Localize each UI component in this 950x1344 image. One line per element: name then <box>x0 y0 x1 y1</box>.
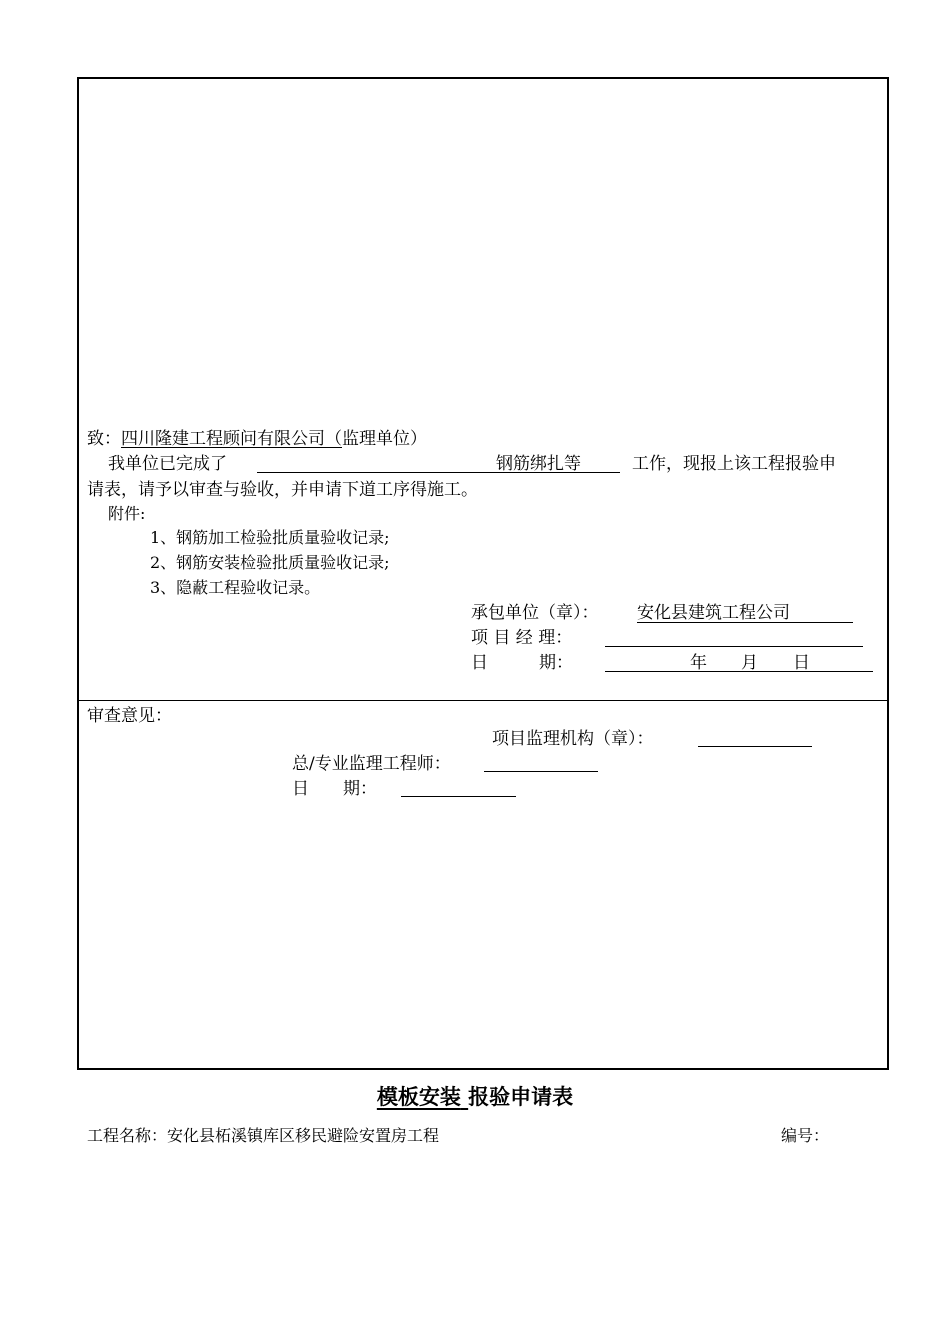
attachment-item: 3、隐蔽工程验收记录。 <box>150 578 321 597</box>
to-prefix: 致： <box>87 429 121 449</box>
supervision-org-label: 项目监理机构（章）： <box>492 729 654 749</box>
review-label: 审查意见： <box>87 706 172 726</box>
project-name-line <box>87 1125 439 1147</box>
project-name-value: 安化县柘溪镇库区移民避险安置房工程 <box>167 1126 440 1145</box>
engineer-field <box>484 771 598 772</box>
review-date-field <box>401 796 516 797</box>
date-day: 日 <box>793 653 810 673</box>
engineer-label: 总/专业监理工程师： <box>292 754 451 774</box>
addressee-line <box>87 428 427 450</box>
completed-work-value: 钢筋绑扎等 <box>496 454 581 474</box>
completed-prefix: 我单位已完成了 <box>108 454 227 474</box>
document-title <box>0 1083 950 1111</box>
contractor-label: 承包单位（章）： <box>471 603 599 623</box>
request-line-2: 请表，请予以审查与验收，并申请下道工序得施工。 <box>87 480 478 500</box>
title-part-2: 报验申请表 <box>468 1084 574 1109</box>
review-date-label: 日 期： <box>292 779 377 799</box>
attachment-item: 1、钢筋加工检验批质量验收记录; <box>150 528 390 547</box>
contractor-value: 安化县建筑工程公司 <box>637 603 790 623</box>
supervision-unit-name: 四川隆建工程顾问有限公司（ <box>121 429 342 449</box>
date-month: 月 <box>741 653 758 673</box>
date-year: 年 <box>690 653 707 673</box>
project-manager-label: 项 目 经 理： <box>471 628 573 648</box>
date-label: 日 期： <box>471 653 573 673</box>
attachment-item: 2、钢筋安装检验批质量验收记录; <box>150 553 390 572</box>
document-number-label: 编号： <box>781 1126 830 1145</box>
supervision-unit-suffix: 监理单位） <box>342 429 427 449</box>
supervision-org-field <box>698 746 812 747</box>
project-name-label: 工程名称： <box>87 1126 168 1145</box>
completed-suffix: 工作，现报上该工程报验申 <box>632 454 836 474</box>
title-part-1: 模板安装 <box>376 1084 461 1109</box>
section-divider <box>79 700 887 701</box>
date-field <box>605 671 873 672</box>
project-manager-field <box>605 646 863 647</box>
attachments-label: 附件: <box>108 504 146 523</box>
